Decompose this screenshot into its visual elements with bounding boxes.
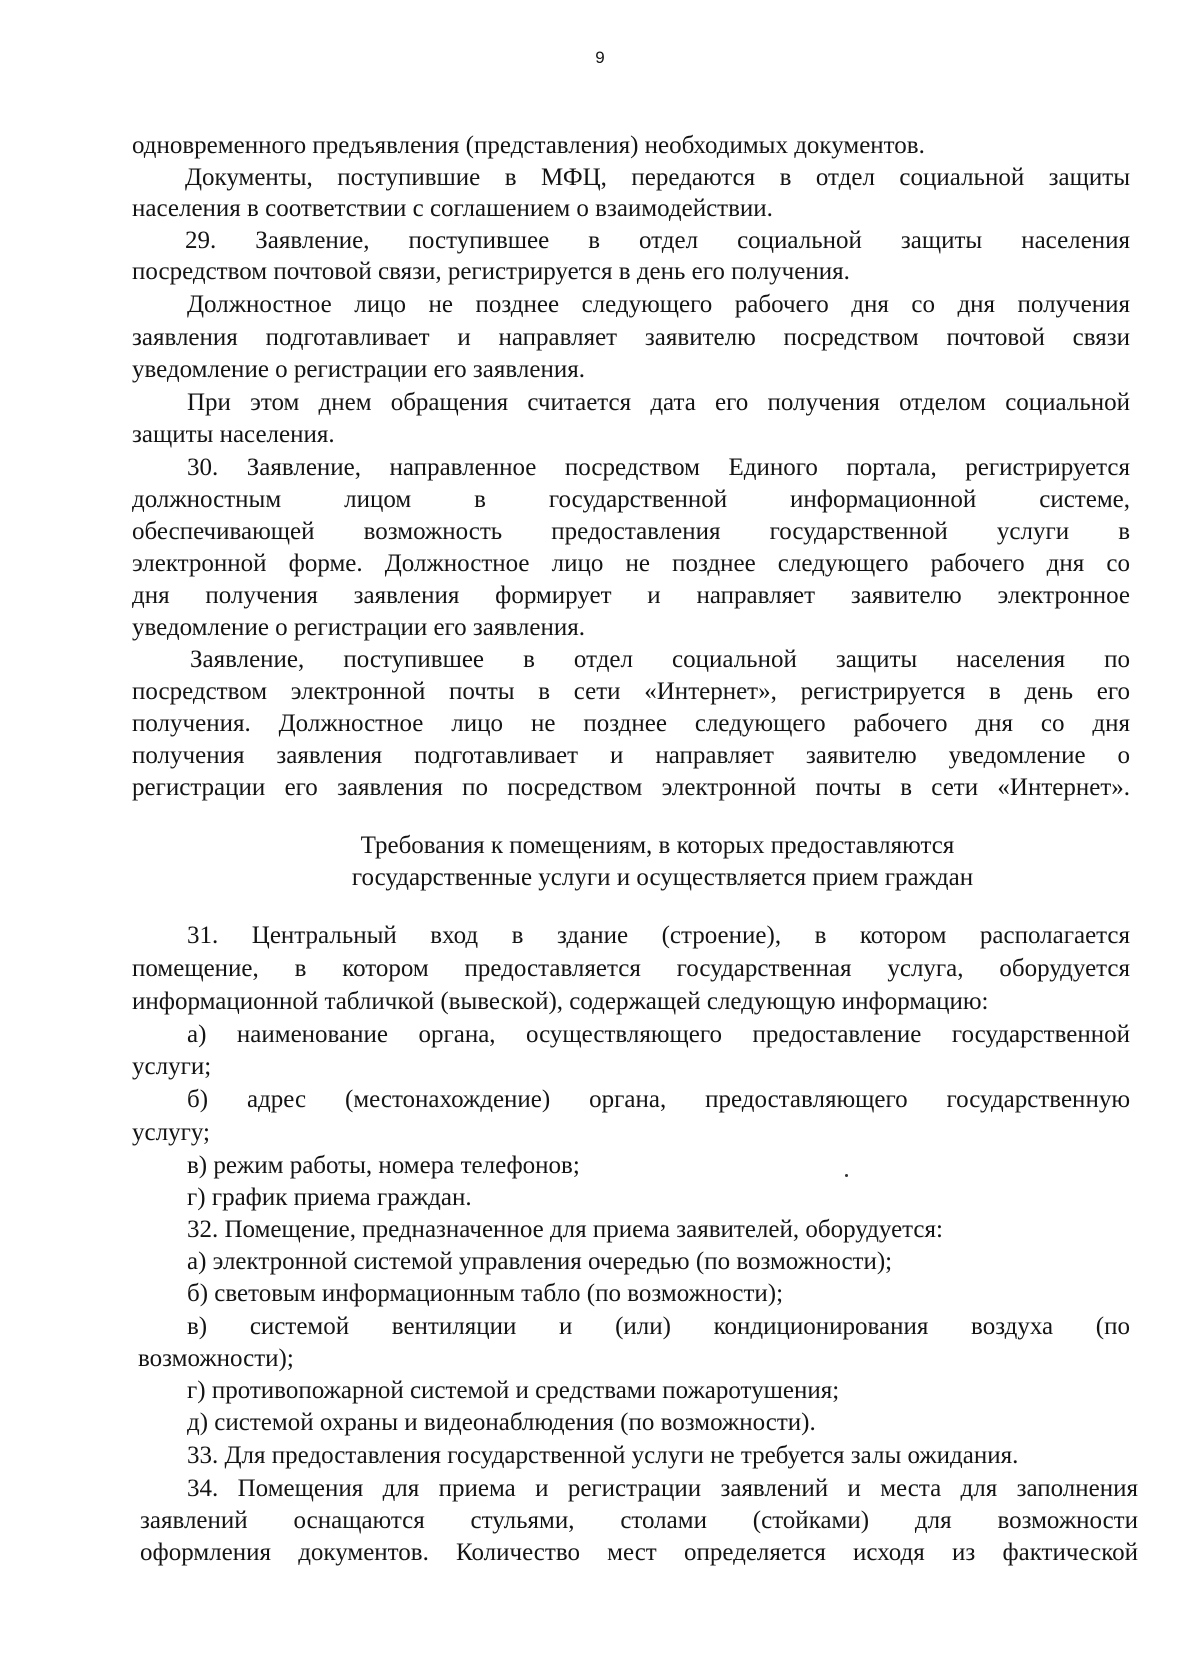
text-line: г) противопожарной системой и средствами пожаротушения;: [187, 1377, 840, 1404]
scan-speck: [845, 1174, 848, 1177]
text-line: в) системой вентиляции и (или) кондиционирования воздуха (по: [187, 1313, 1130, 1340]
text-line: посредством почтовой связи, регистрируется в день его получения.: [132, 258, 850, 285]
text-line: оформления документов. Количество мест определяется исходя из фактической: [140, 1539, 1138, 1566]
text-line: Должностное лицо не позднее следующего рабочего дня со дня получения: [187, 291, 1130, 318]
text-line: 33. Для предоставления государственной услуги не требуется залы ожидания.: [187, 1442, 1019, 1469]
text-line: в) режим работы, номера телефонов;: [187, 1152, 580, 1179]
text-line: возможности);: [138, 1345, 294, 1372]
text-line: электронной форме. Должностное лицо не позднее следующего рабочего дня со: [132, 550, 1130, 577]
text-line: заявлений оснащаются стульями, столами (стойками) для возможности: [140, 1507, 1138, 1534]
text-line: д) системой охраны и видеонаблюдения (по возможности).: [187, 1409, 816, 1436]
text-line: 31. Центральный вход в здание (строение), в котором располагается: [187, 922, 1130, 949]
text-line: б) световым информационным табло (по возможности);: [187, 1280, 784, 1307]
text-line: При этом днем обращения считается дата его получения отделом социальной: [187, 389, 1130, 416]
text-line: уведомление о регистрации его заявления.: [132, 356, 585, 383]
text-line: а) электронной системой управления очередью (по возможности);: [187, 1248, 893, 1275]
text-line: посредством электронной почты в сети «Интернет», регистрируется в день его: [132, 678, 1130, 705]
text-line: услугу;: [132, 1119, 210, 1146]
text-line: б) адрес (местонахождение) органа, предоставляющего государственную: [187, 1086, 1130, 1113]
text-line: информационной табличкой (вывеской), содержащей следующую информацию:: [132, 988, 989, 1015]
text-line: Требования к помещениям, в которых предоставляются: [360, 832, 955, 859]
text-line: регистрации его заявления по посредством электронной почты в сети «Интернет».: [132, 774, 1130, 801]
text-line: 34. Помещения для приема и регистрации заявлений и места для заполнения: [187, 1475, 1138, 1502]
text-line: г) график приема граждан.: [187, 1184, 472, 1211]
text-line: получения заявления подготавливает и направляет заявителю уведомление о: [132, 742, 1130, 769]
text-line: обеспечивающей возможность предоставления государственной услуги в: [132, 518, 1130, 545]
text-line: должностным лицом в государственной информационной системе,: [132, 486, 1130, 513]
text-line: 29. Заявление, поступившее в отдел социальной защиты населения: [185, 227, 1130, 254]
text-line: населения в соответствии с соглашением о взаимодействии.: [132, 195, 773, 222]
text-line: услуги;: [132, 1053, 212, 1080]
text-line: Заявление, поступившее в отдел социальной защиты населения по: [190, 646, 1130, 673]
text-line: одновременного предъявления (представления) необходимых документов.: [132, 132, 925, 159]
text-line: получения. Должностное лицо не позднее следующего рабочего дня со дня: [132, 710, 1130, 737]
text-line: заявления подготавливает и направляет заявителю посредством почтовой связи: [132, 324, 1130, 351]
text-line: 30. Заявление, направленное посредством Единого портала, регистрируется: [187, 454, 1130, 481]
text-line: защиты населения.: [132, 421, 335, 448]
text-line: 32. Помещение, предназначенное для приема заявителей, оборудуется:: [187, 1216, 943, 1243]
text-line: уведомление о регистрации его заявления.: [132, 614, 585, 641]
text-line: дня получения заявления формирует и направляет заявителю электронное: [132, 582, 1130, 609]
text-line: а) наименование органа, осуществляющего предоставление государственной: [187, 1021, 1130, 1048]
text-line: государственные услуги и осуществляется прием граждан: [351, 864, 974, 891]
page-number: 9: [595, 48, 605, 67]
text-line: Документы, поступившие в МФЦ, передаются в отдел социальной защиты: [185, 164, 1130, 191]
text-line: помещение, в котором предоставляется государственная услуга, оборудуется: [132, 955, 1130, 982]
